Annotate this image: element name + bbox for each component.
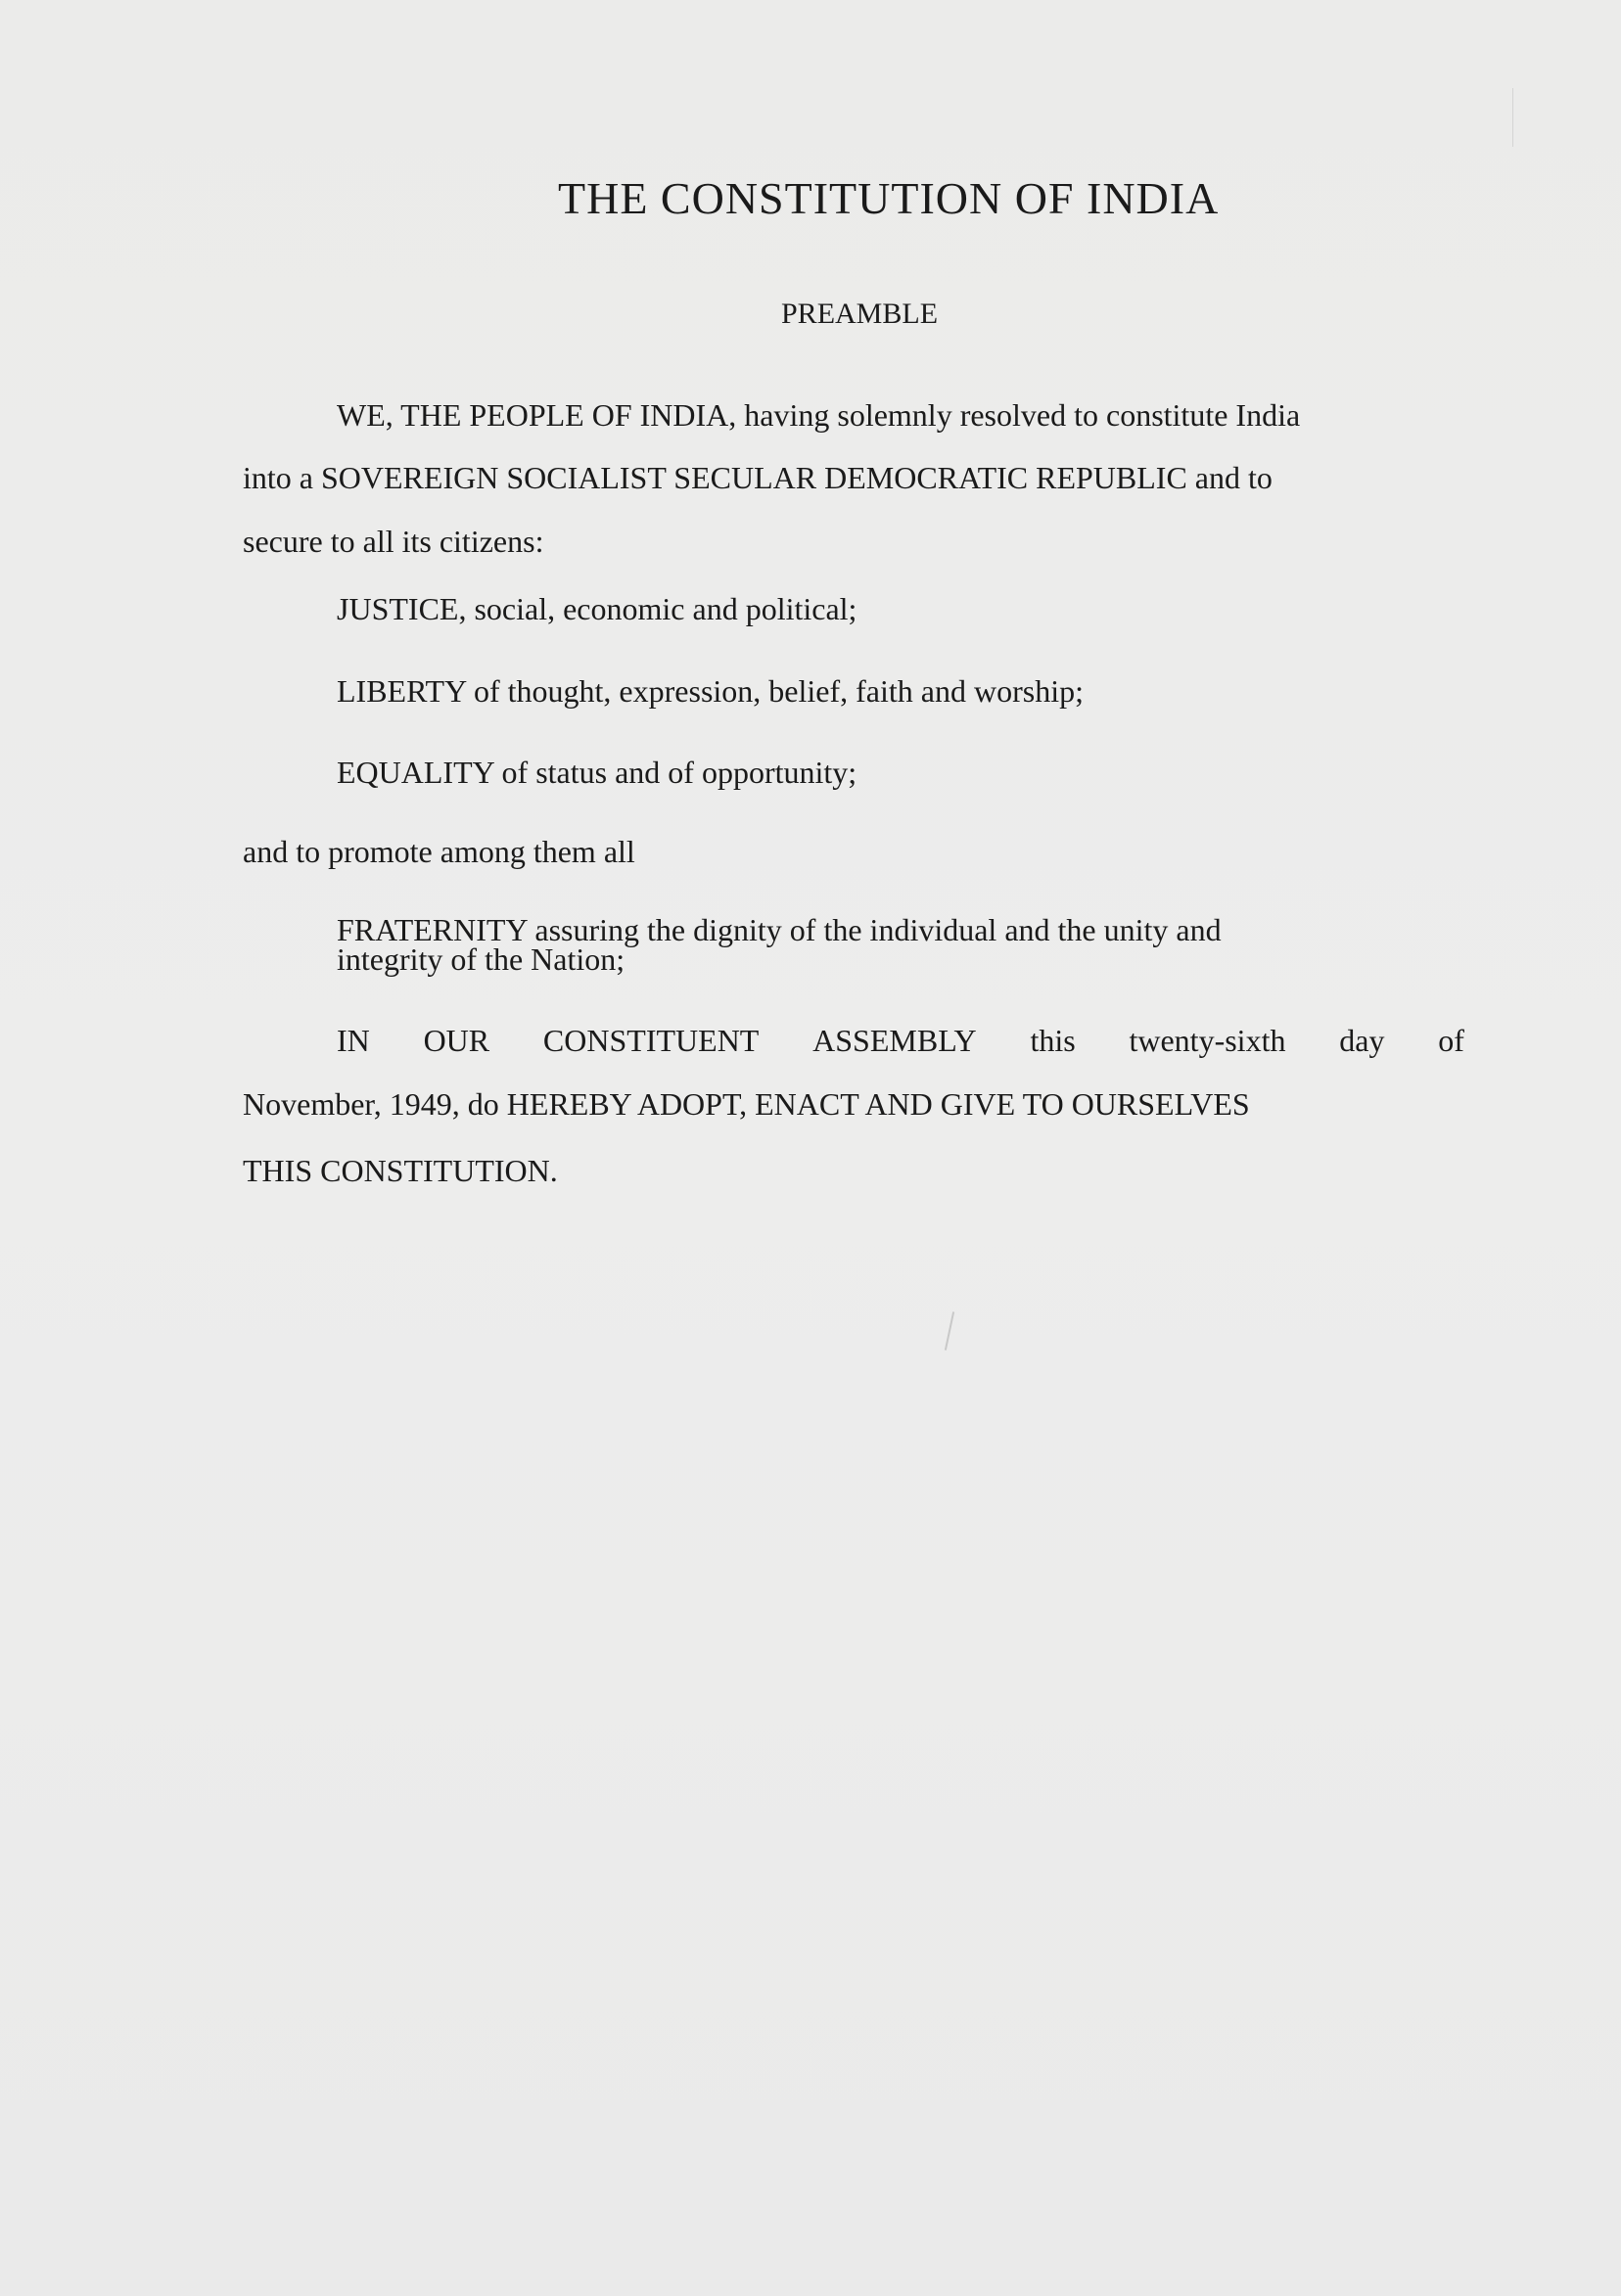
closing-word: OUR (423, 1023, 490, 1058)
list-item-liberty: LIBERTY of thought, expression, belief, faith and worship; (337, 673, 1084, 709)
list-item-justice: JUSTICE, social, economic and political; (337, 591, 857, 626)
list-item-equality: EQUALITY of status and of opportunity; (337, 755, 857, 790)
closing-word: day (1339, 1023, 1385, 1058)
list-item-fraternity-cont: integrity of the Nation; (337, 941, 625, 977)
paragraph-line: and to promote among them all (243, 834, 635, 869)
section-heading: PREAMBLE (781, 298, 939, 330)
closing-word: CONSTITUENT (542, 1023, 760, 1058)
list-item-fraternity: FRATERNITY assuring the dignity of the individual and the unity and (337, 912, 1222, 947)
closing-word: of (1438, 1023, 1464, 1058)
paragraph-line: November, 1949, do HEREBY ADOPT, ENACT AND GIVE TO OURSELVES (243, 1086, 1250, 1122)
closing-word: this (1030, 1023, 1076, 1058)
document-title: THE CONSTITUTION OF INDIA (558, 173, 1220, 223)
scan-artifact (1512, 88, 1513, 147)
closing-word: ASSEMBLY (812, 1023, 977, 1058)
paragraph-line: into a SOVEREIGN SOCIALIST SECULAR DEMOCRATIC REPUBLIC and to (243, 460, 1273, 495)
closing-line-justified (337, 1023, 1464, 1059)
paragraph-line: secure to all its citizens: (243, 524, 544, 559)
closing-word: twenty-sixth (1129, 1023, 1286, 1058)
paragraph-line: WE, THE PEOPLE OF INDIA, having solemnly resolved to constitute India (337, 397, 1301, 433)
paragraph-line: THIS CONSTITUTION. (243, 1153, 558, 1188)
closing-word: IN (337, 1023, 370, 1058)
scan-artifact (945, 1311, 954, 1351)
